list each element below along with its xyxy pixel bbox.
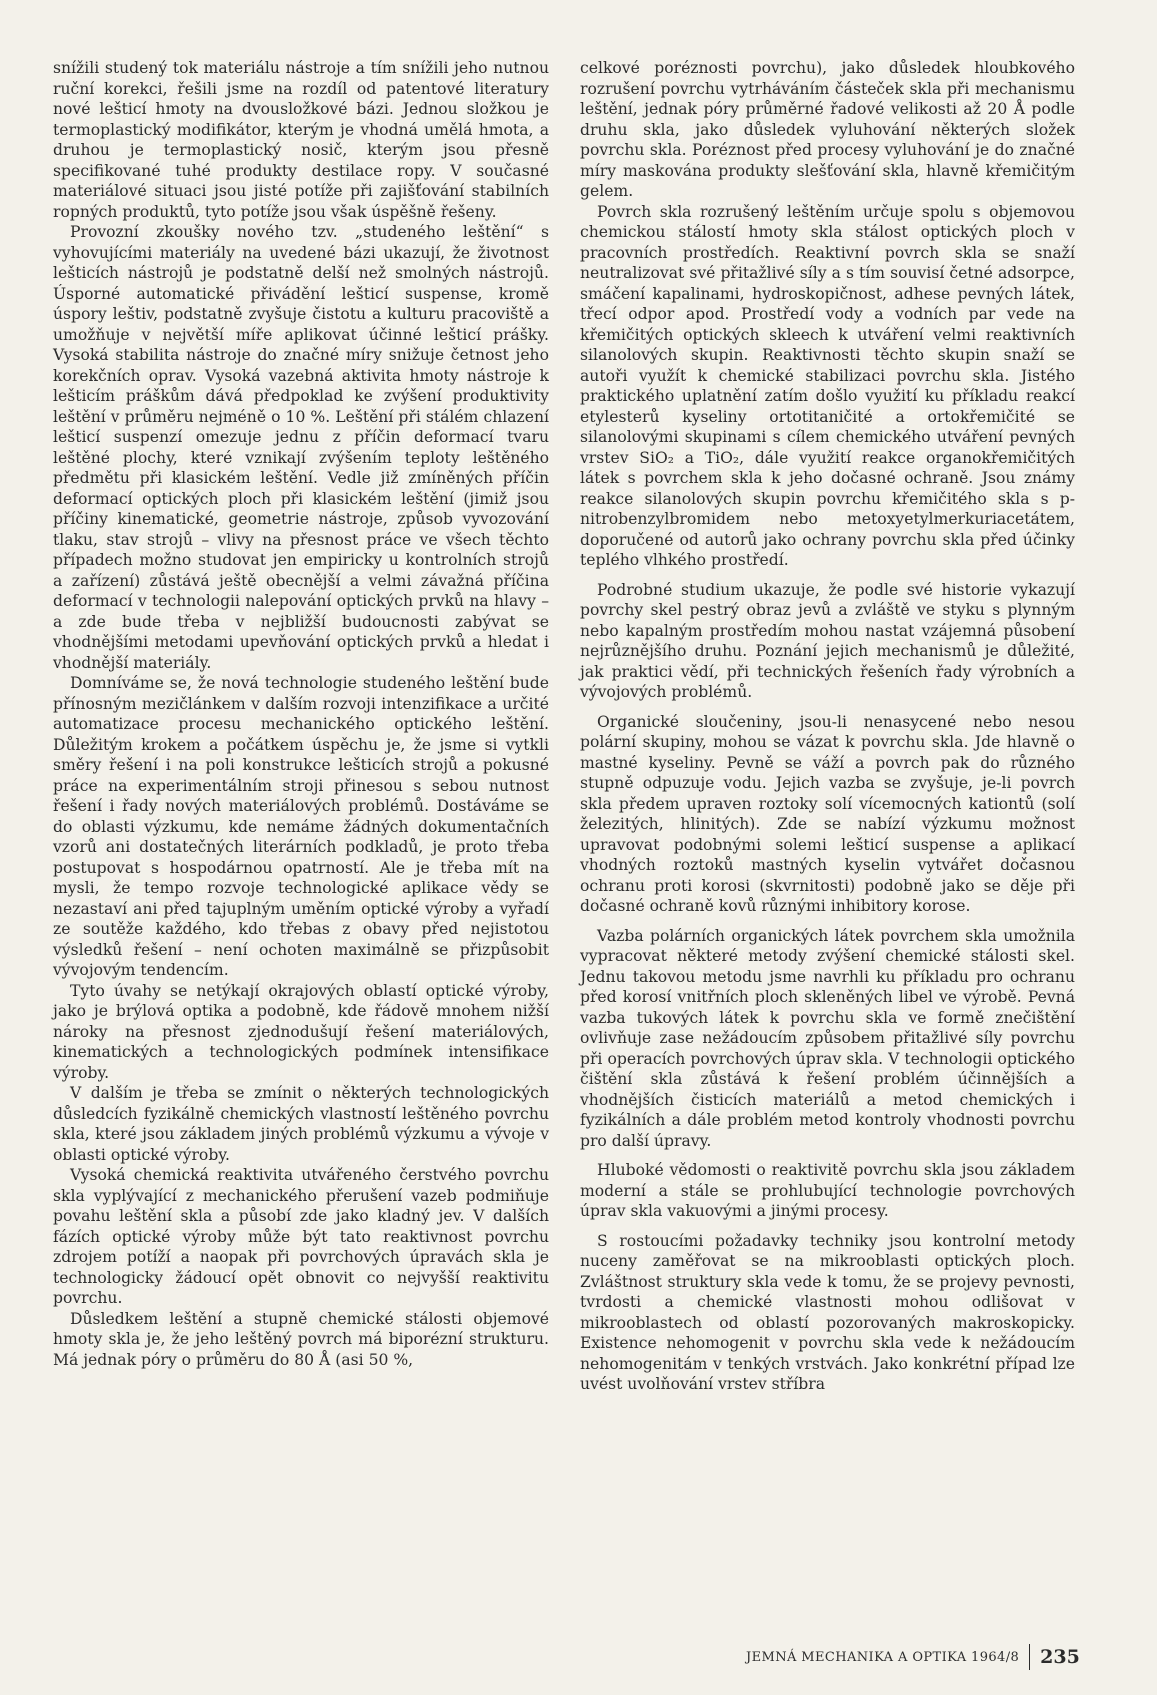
right-column (580, 58, 1075, 1395)
page-number: 235 (1040, 1646, 1080, 1668)
paragraph: Povrch skla rozrušený leštěním určuje spolu s objemovou chemickou stálostí hmoty skla stálost optických ploch v pracovních prostředích. Reaktivní povrch skla se snaží neutralizovat své přitažlivé síly a s tím souvisí četné adsorpce, smáčení kapalinami, hydroskopičnost, adhese pevných látek, třecí odpor apod. Prostředí vody a vodních par vede na křemičitých optických skleech k utváření velmi reaktivních silanolových skupin. Reaktivnosti těchto skupin snaží se autoři využít k chemické stabilizaci povrchu skla. Jistého praktického uplatnění zatím došlo využití ku příkladu reakcí etylesterů kyseliny ortotitaničité a ortokřemičité se silanolovými skupinami s cílem chemického utváření pevných vrstev SiO₂ a TiO₂, dále využití reakce organokřemičitých látek s povrchem skla k jeho dočasné ochraně. Jsou známy reakce silanolových skupin povrchu křemičitého skla s p-nitrobenzylbromidem nebo metoxyetylmerkuriacetátem, doporučené od autorů jako ochrany povrchu skla před účinky teplého vlhkého prostředí. (580, 202, 1075, 569)
paragraph: Tyto úvahy se netýkají okrajových oblastí optické výroby, jako je brýlová optika a podobně, kde řádově mnohem nižší nároky na přesnost zjednodušují řešení materiálových, kinematických a technologických podmínek intensifikace výroby. (53, 981, 549, 1082)
paragraph: Podrobné studium ukazuje, že podle své historie vykazují povrchy skel pestrý obraz jevů a zvláště ve styku s plynným nebo kapalným prostředím mohou nastat vzájemná působení nejrůznějšího druhu. Poznání jejich mechanismů je důležité, jak praktici vědí, při technických řešeních řady výrobních a vývojových problémů. (580, 580, 1075, 701)
paragraph: Organické sloučeniny, jsou-li nenasycené nebo nesou polární skupiny, mohou se vázat k povrchu skla. Jde hlavně o mastné kyseliny. Pevně se váží a povrch pak do různého stupně odpuzuje vodu. Jejich vazba se zvyšuje, je-li povrch skla předem upraven roztoky solí vícemocných kationtů (solí železitých, hlinitých). Zde se nabízí výzkumu možnost upravovat podobnými solemi lešticí suspense a aplikací vhodných roztoků mastných kyselin vytvářet dočasnou ochranu proti korosi (skvrnitosti) podobně jako se děje při dočasné ochraně kovů různými inhibitory korose. (580, 712, 1075, 915)
journal-name: JEMNÁ MECHANIKA A OPTIKA 1964/8 (746, 1649, 1020, 1665)
left-column (53, 58, 549, 1370)
paragraph: Domníváme se, že nová technologie studeného leštění bude přínosným mezičlánkem v dalším rozvoji intenzifikace a určité automatizace procesu mechanického optického leštění. Důležitým krokem a počátkem úspěchu je, že jsme si vytkli směry řešení i na poli konstrukce lešticích strojů a pokusné práce na experimentálním stroji přinesou s sebou nutnost řešení i řady nových materiálových problémů. Dostáváme se do oblasti výzkumu, kde nemáme žádných dokumentačních vzorů ani dostatečných literárních podkladů, je proto třeba postupovat s hospodárnou opatrností. Ale je třeba mít na mysli, že tempo rozvoje technologické aplikace vědy se nezastaví ani před tajuplným uměním optické výroby a vyřadí ze soutěže každého, kdo třebas z obavy před nejistotou výsledků řešení – není ochoten maximálně se přizpůsobit vývojovým tendencím. (53, 674, 549, 979)
paragraph: snížili studený tok materiálu nástroje a tím snížili jeho nutnou ruční korekci, řešili jsme na rozdíl od patentové literatury nové lešticí hmoty na dvousložkové bázi. Jednou složkou je termoplastický modifikátor, kterým je vhodná umělá hmota, a druhou je termoplastický nosič, kterým jsou přesně specifikované tuhé produkty destilace ropy. V současné materiálové situaci jsou jisté potíže při zajišťování stabilních ropných produktů, tyto potíže jsou však úspěšně řešeny. (53, 59, 549, 221)
paragraph: V dalším je třeba se zmínit o některých technologických důsledcích fyzikálně chemických vlastností leštěného povrchu skla, které jsou základem jiných problémů výzkumu a vývoje v oblasti optické výroby. (53, 1084, 549, 1164)
paragraph: Vysoká chemická reaktivita utvářeného čerstvého povrchu skla vyplývající z mechanického přerušení vazeb podmiňuje povahu leštění skla a působí zde jako kladný jev. V dalších fázích optické výroby může být tato reaktivnost povrchu zdrojem potíží a naopak při povrchových úpravách skla je technologicky žádoucí opět obnovit co nejvyšší reaktivitu povrchu. (53, 1166, 549, 1307)
page-footer (746, 1644, 1080, 1670)
footer-divider (1029, 1644, 1030, 1670)
paragraph: Provozní zkoušky nového tzv. „studeného leštění“ s vyhovujícími materiály na uvedené bázi ukazují, že životnost lešticích nástrojů je podstatně delší než smolných nástrojů. Úsporné automatické přivádění lešticí suspense, kromě úspory leštiv, podstatně zvyšuje čistotu a kulturu pracoviště a umožňuje v největší míře aplikovat účinné lešticí prášky. Vysoká stabilita nástroje do značné míry snižuje četnost jeho korekčních oprav. Vysoká vazebná aktivita hmoty nástroje k lešticím práškům dává předpoklad ke zvýšení produktivity leštění v průměru nejméně o 10 %. Leštění při stálém chlazení lešticí suspenzí omezuje jednu z příčin deformací tvaru leštěné plochy, které vznikají zvýšením teploty leštěného předmětu při klasickém leštění. Vedle již zmíněných příčin deformací optických ploch při klasickém leštění (jimiž jsou příčiny kinematické, geometrie nástroje, způsob vyvozování tlaku, stav strojů – vlivy na přesnost práce ve všech těchto případech možno studovat jen empiricky u kontrolních strojů a zařízení) zůstává ještě obecnější a velmi závažná příčina deformací v technologii nalepování optických prvků na hlavy – a zde bude třeba v nejbližší budoucnosti zabývat se vhodnějšími metodami upevňování optických prvků a hledat i vhodnější materiály. (53, 223, 549, 672)
paragraph: Vazba polárních organických látek povrchem skla umožnila vypracovat některé metody zvýšení chemické stálosti skel. Jednu takovou metodu jsme navrhli ku příkladu pro ochranu před korosí vnitřních ploch skleněných libel ve výrobě. Pevná vazba tukových látek k povrchu skla ve formě znečištění ovlivňuje zase nežádoucím způsobem přitažlivé síly povrchu při operacích povrchových úprav skla. V technologii optického čištění skla zůstává k řešení problém účinnějších a vhodnějších čisticích materiálů a metod chemických i fyzikálních a dále problém metod kontroly vhodnosti povrchu pro další úpravy. (580, 926, 1075, 1150)
paragraph: Hluboké vědomosti o reaktivitě povrchu skla jsou základem moderní a stále se prohlubující technologie povrchových úprav skla vakuovými a jinými procesy. (580, 1161, 1075, 1220)
paragraph: Důsledkem leštění a stupně chemické stálosti objemové hmoty skla je, že jeho leštěný povrch má biporézní strukturu. Má jednak póry o průměru do 80 Å (asi 50 %, (53, 1309, 549, 1369)
paragraph: celkové poréznosti povrchu), jako důsledek hloubkového rozrušení povrchu vytrháváním částeček skla při mechanismu leštění, jednak póry průměrné řadové velikosti až 20 Å podle druhu skla, jako důsledek vyluhování některých složek povrchu skla. Poréznost před procesy vyluhování je do značné míry maskována produkty slešťování skla, hlavně křemičitým gelem. (580, 59, 1075, 200)
paragraph: S rostoucími požadavky techniky jsou kontrolní metody nuceny zaměřovat se na mikrooblasti optických ploch. Zvláštnost struktury skla vede k tomu, že se projevy pevnosti, tvrdosti a chemické vlastnosti mohou odlišovat v mikrooblastech od oblastí pozorovaných makroskopicky. Existence nehomogenit v povrchu skla vede k nežádoucím nehomogenitám v tenkých vrstvách. Jako konkrétní případ lze uvést uvolňování vrstev stříbra (580, 1231, 1075, 1393)
